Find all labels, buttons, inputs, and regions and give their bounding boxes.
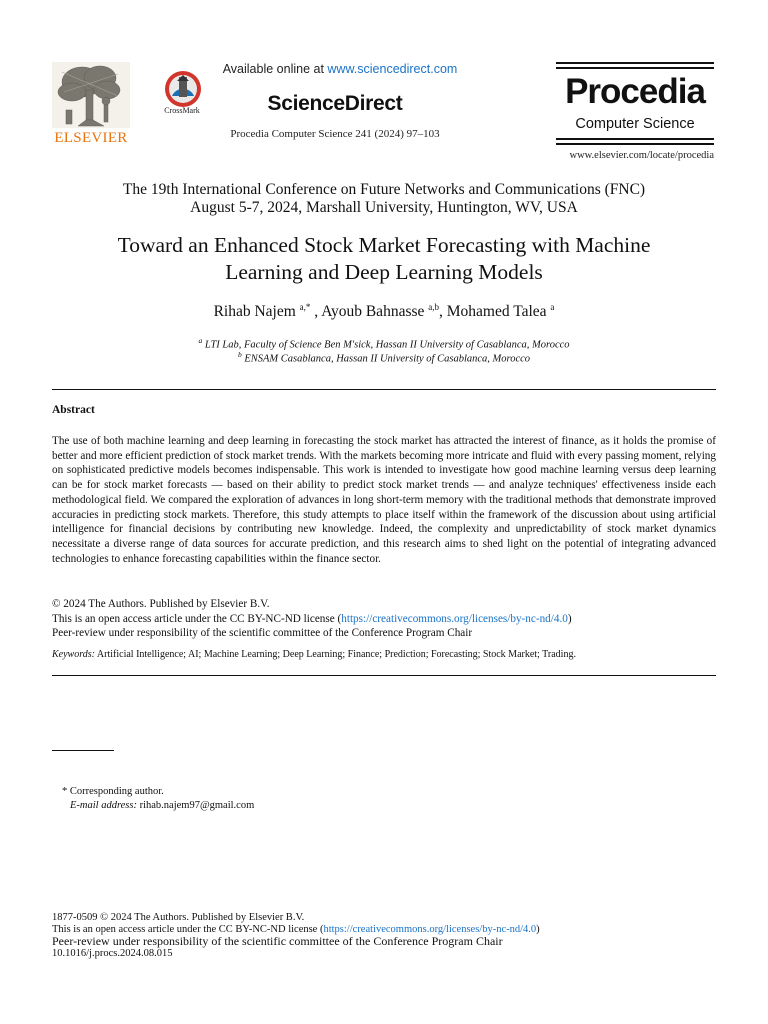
elsevier-locate-url[interactable]: www.elsevier.com/locate/procedia	[569, 150, 714, 161]
affiliation-text: LTI Lab, Faculty of Science Ben M'sick, Hassan II University of Casablanca, Morocco	[204, 339, 570, 351]
elsevier-logo	[52, 62, 130, 148]
abstract-heading: Abstract	[52, 404, 95, 416]
author-list	[52, 302, 716, 321]
procedia-subtitle: Computer Science	[575, 116, 695, 132]
sciencedirect-wordmark: ScienceDirect	[267, 92, 403, 115]
footer-license-suffix: )	[536, 923, 540, 935]
footer-license-prefix: This is an open access article under the CC BY-NC-ND license (	[52, 923, 324, 935]
page-footer	[52, 912, 716, 960]
keywords	[52, 649, 716, 660]
author-name: Ayoub Bahnasse	[321, 303, 425, 321]
conference-date-venue: August 5-7, 2024, Marshall University, Huntington, WV, USA	[190, 199, 578, 216]
procedia-logo	[556, 62, 714, 146]
affiliation-mark: b	[237, 350, 242, 359]
elsevier-wordmark: ELSEVIER	[54, 130, 128, 146]
footnote-rule	[52, 750, 114, 751]
copyright-notes	[52, 597, 716, 641]
author-affil-mark: a	[550, 302, 555, 312]
available-online	[160, 62, 520, 76]
footer-license-link[interactable]: https://creativecommons.org/licenses/by-nc-nd/4.0	[323, 923, 537, 935]
keywords-text: Artificial Intelligence; AI; Machine Learning; Deep Learning; Finance; Prediction; Forecasting; Stock Market; Trading.	[96, 649, 576, 660]
affiliation-text: ENSAM Casablanca, Hassan II University of Casablanca, Morocco	[244, 353, 531, 365]
peer-review-line: Peer-review under responsibility of the scientific committee of the Conference Program Chair	[52, 627, 473, 640]
doi[interactable]: 10.1016/j.procs.2024.08.015	[52, 948, 173, 959]
license-link[interactable]: https://creativecommons.org/licenses/by-nc-nd/4.0	[341, 612, 568, 625]
crossmark-label: CrossMark	[164, 106, 200, 115]
author-separator: ,	[439, 303, 447, 321]
procedia-bottom-rule-2	[556, 143, 714, 145]
email-address[interactable]: rihab.najem97@gmail.com	[139, 800, 255, 811]
keywords-label: Keywords:	[52, 649, 95, 660]
license-prefix: This is an open access article under the CC BY-NC-ND license (	[52, 612, 342, 625]
affiliation-mark: a	[198, 336, 203, 345]
affiliation-b	[52, 348, 716, 366]
copyright-line: © 2024 The Authors. Published by Elsevier B.V.	[52, 598, 270, 610]
license-suffix: )	[567, 612, 572, 625]
email-note	[70, 800, 254, 811]
abstract-body: The use of both machine learning and deep learning in forecasting the stock market has attracted the interest of finance, as it holds the promise of better and more efficient prediction of stock market trends. With the markets becoming more intricate and fluid with every passing moment, relying on sophisticated predictive models becomes indispensable. This work is intended to investigate how good machine learning versus deep learning can be for stock market forecasts — based on their ability to predict stock market trends — and analyze techniques' effectiveness inside each methodological field. We compared the exploration of advances in long short-term memory with the traditional methods that demonstrate improved accuracies in predicting stock markets. Therefore, this study attempts to place itself within the framework of the discussion about using artificial intelligence for financial decisions by contributing new knowledge. Indeed, the complexity and unpredictability of stock market dynamics necessitate a diverse range of data sources for accurate prediction, and this research aims to shed light on the potential of integrating advanced technologies to enhance forecasting capabilities within the finance sector.	[52, 435, 716, 565]
procedia-title: Procedia	[565, 72, 705, 111]
author-affil-mark: a,b	[428, 302, 440, 312]
author-name: Mohamed Talea	[446, 303, 547, 321]
email-label: E-mail address:	[70, 800, 137, 811]
license-line	[52, 612, 716, 627]
available-prefix: Available online at	[222, 62, 324, 76]
issn-line: 1877-0509 © 2024 The Authors. Published by Elsevier B.V.	[52, 912, 305, 923]
corresponding-author-note: * Corresponding author.	[62, 786, 164, 797]
procedia-top-rule-2	[556, 67, 714, 69]
paper-title	[52, 232, 716, 286]
divider-bottom	[52, 675, 716, 676]
divider-top	[52, 389, 716, 390]
journal-reference: Procedia Computer Science 241 (2024) 97–103	[230, 128, 440, 140]
author-separator: ,	[310, 303, 322, 321]
procedia-bottom-rule	[556, 138, 714, 140]
author-affil-mark: a,*	[299, 302, 311, 312]
paper-title-line2: Learning and Deep Learning Models	[225, 260, 543, 284]
elsevier-tree-icon	[52, 62, 130, 128]
conference-name: The 19th International Conference on Future Networks and Communications (FNC)	[122, 181, 646, 198]
sciencedirect-link[interactable]: www.sciencedirect.com	[327, 62, 458, 76]
author-name: Rihab Najem	[213, 303, 296, 321]
footer-peer-review: Peer-review under responsibility of the scientific committee of the Conference Program Chair	[52, 934, 503, 948]
procedia-top-rule	[556, 62, 714, 64]
paper-title-line1: Toward an Enhanced Stock Market Forecasting with Machine	[117, 233, 651, 257]
